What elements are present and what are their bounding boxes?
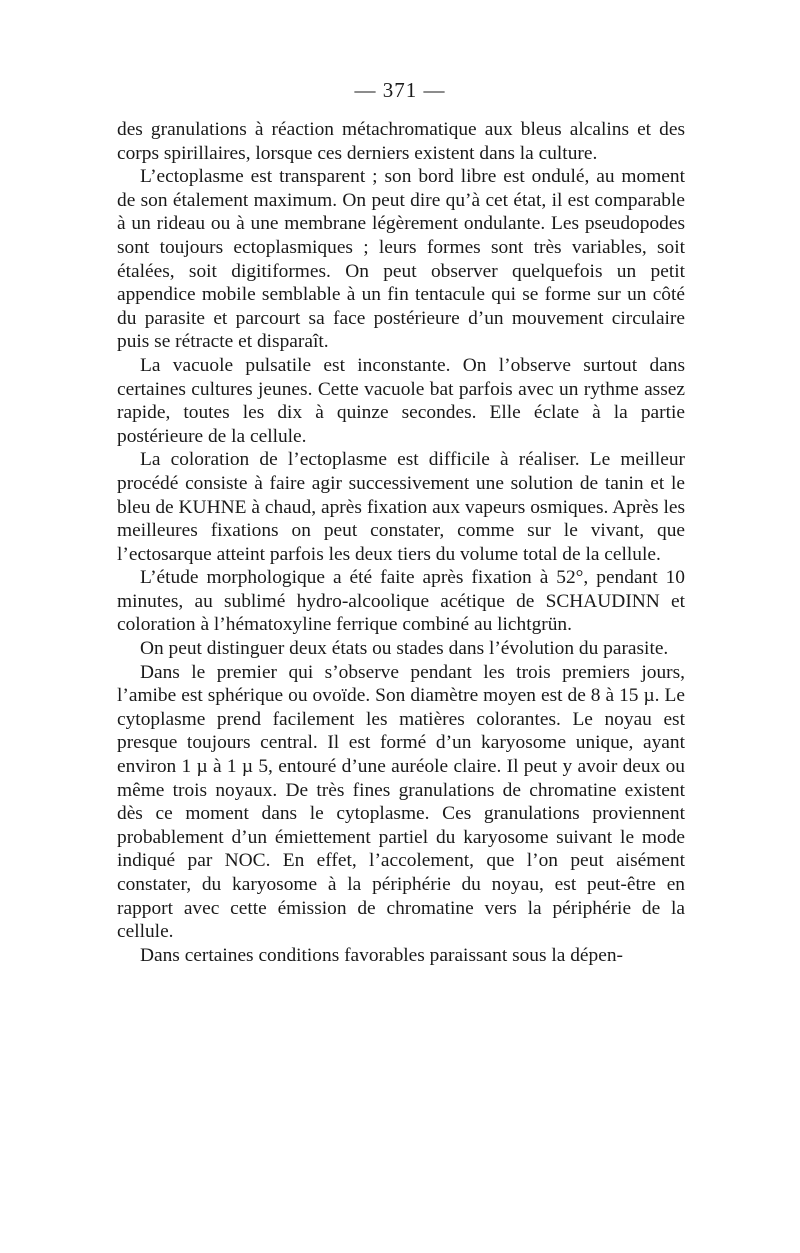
paragraph-1: des granulations à réaction métachromatique aux bleus alcalins et des corps spirillaires, lorsque ces derniers existent dans la culture. bbox=[117, 119, 685, 164]
paragraph-8: Dans certaines conditions favorables paraissant sous la dépen- bbox=[140, 944, 623, 966]
paragraph-7: Dans le premier qui s’observe pendant les trois premiers jours, l’amibe est sphérique ou ovoïde. Son diamètre moyen est de 8 à 15 µ. Le cytoplasme prend facilement les matières colorantes. Le noyau est presque toujours central. Il est formé d’un karyosome unique, ayant environ 1 µ à 1 µ 5, entouré d’une auréole claire. Il peut y avoir deux ou même trois noyaux. De très fines granulations de chromatine existent dès ce moment dans le cytoplasme. Ces granulations proviennent probablement d’un émiettement partiel du karyosome suivant le mode indiqué par NOC. En effet, l’accolement, que l’on peut aisément constater, du karyosome à la périphérie du noyau, est peut-être en rapport avec cette émission de chromatine vers la périphérie de la cellule. bbox=[117, 661, 685, 943]
paragraph-5: L’étude morphologique a été faite après fixation à 52°, pendant 10 minutes, au sublimé hydro-alcoolique acétique de SCHAUDINN et coloration à l’hématoxyline ferrique combiné au lichtgrün. bbox=[117, 567, 685, 636]
paragraph-3: La vacuole pulsatile est inconstante. On l’observe surtout dans certaines cultures jeunes. Cette vacuole bat parfois avec un rythme assez rapide, toutes les dix à quinze secondes. Elle éclate à la partie postérieure de la cellule. bbox=[117, 354, 685, 447]
page-number: — 371 — bbox=[354, 78, 446, 102]
paragraph-2: L’ectoplasme est transparent ; son bord libre est ondulé, au moment de son étalement maximum. On peut dire qu’à cet état, il est comparable à un rideau ou à une membrane légèrement ondulante. Les pseudopodes sont toujours ectoplasmiques ; leurs formes sont très variables, soit étalées, soit digitiformes. On peut observer quelquefois un petit appendice mobile semblable à un fin tentacule qui se forme sur un côté du parasite et parcourt sa face postérieure d’un mouvement circulaire puis se rétracte et disparaît. bbox=[117, 166, 685, 353]
body-text bbox=[117, 118, 685, 967]
paragraph-4: La coloration de l’ectoplasme est difficile à réaliser. Le meilleur procédé consiste à faire agir successivement une solution de tanin et le bleu de KUHNE à chaud, après fixation aux vapeurs osmiques. Après les meilleures fixations on peut constater, comme sur le vivant, que l’ectosarque atteint parfois les deux tiers du volume total de la cellule. bbox=[117, 449, 685, 565]
paragraph-6: On peut distinguer deux états ou stades dans l’évolution du parasite. bbox=[140, 638, 669, 660]
